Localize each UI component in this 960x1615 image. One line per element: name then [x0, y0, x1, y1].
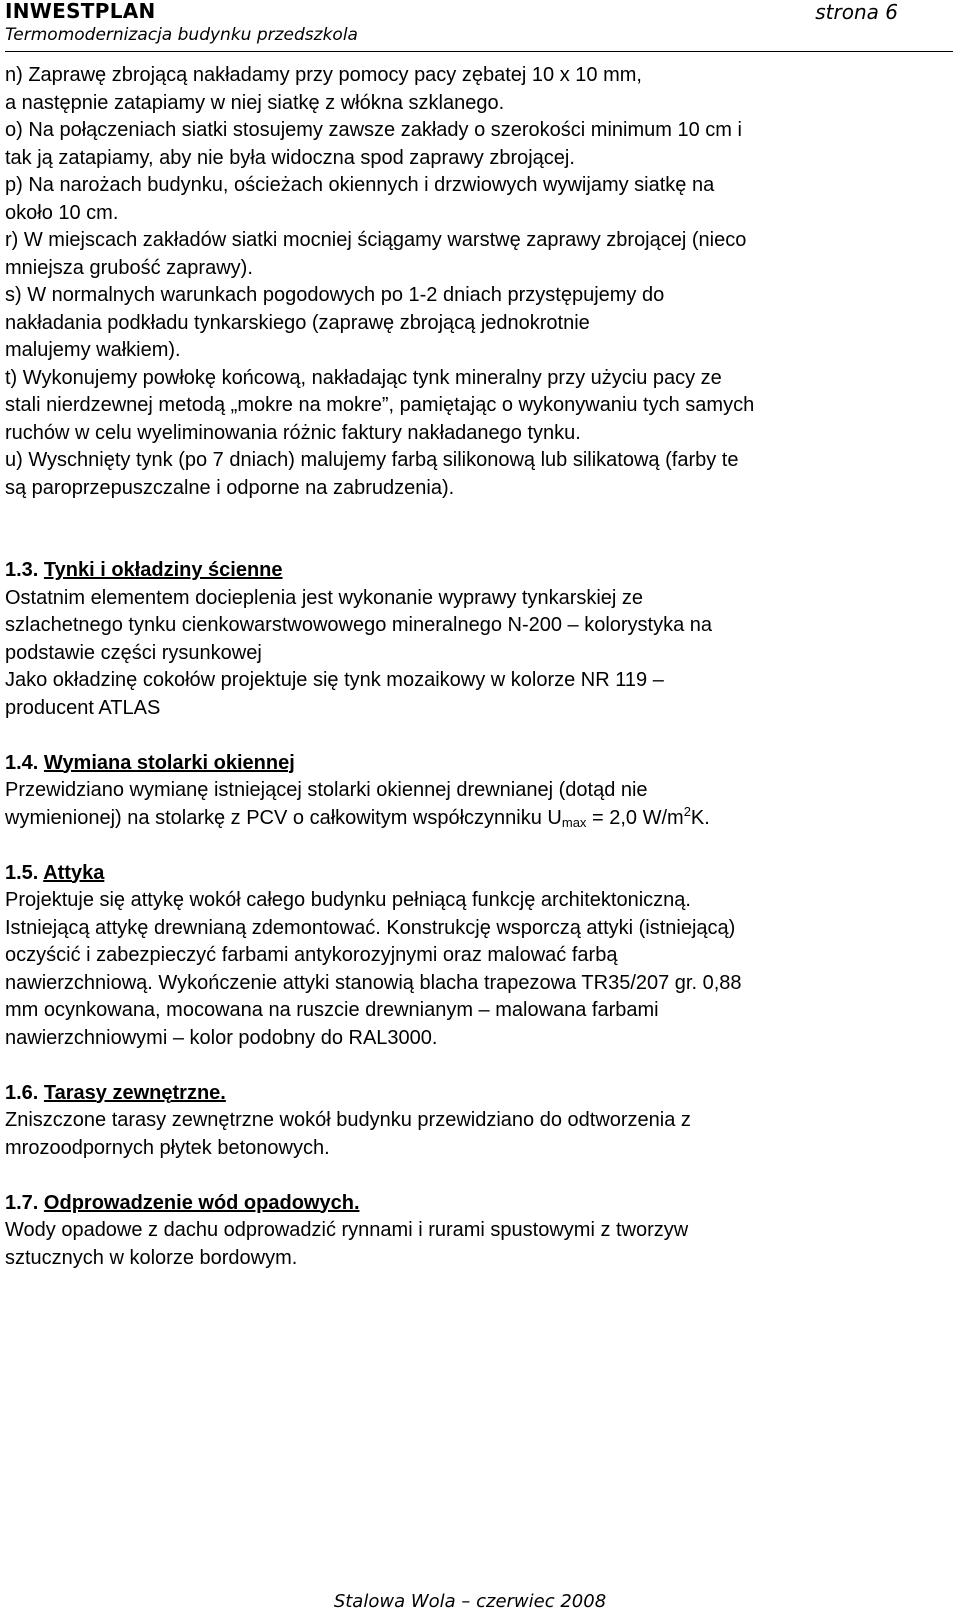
section-heading-1-6: [5, 1080, 955, 1108]
list-item-s-line-3: malujemy wałkiem).: [5, 339, 181, 361]
section-1-7-line-2: sztucznych w kolorze bordowym.: [5, 1246, 298, 1269]
list-item-r-line-1: r) W miejscach zakładów siatki mocniej ściągamy warstwę zaprawy zbrojącej (nieco: [5, 229, 747, 251]
list-item-s-line-2: nakładania podkładu tynkarskiego (zaprawę zbrojącą jednokrotnie: [5, 311, 590, 334]
section-1-5-line-2: Istniejącą attykę drewnianą zdemontować. Konstrukcję wsporczą attyki (istniejącą): [5, 916, 736, 939]
spacer: [5, 722, 955, 750]
list-item-n-line-2: a następnie zatapiamy w niej siatkę z włókna szklanego.: [5, 91, 505, 114]
list-item-o-line-2: tak ją zatapiamy, aby nie była widoczna spod zaprawy zbrojącej.: [5, 146, 575, 169]
section-1-6-line-1: Zniszczone tarasy zewnętrzne wokół budynku przewidziano do odtworzenia z: [5, 1109, 691, 1131]
u-value-text: wymienionej) na stolarkę z PCV o całkowitym współczynniku U: [5, 806, 562, 829]
spacer: [5, 1162, 955, 1190]
section-1-7-line-1: Wody opadowe z dachu odprowadzić rynnami i rurami spustowymi z tworzyw: [5, 1219, 689, 1241]
section-1-5-line-3: oczyścić i zabezpieczyć farbami antykorozyjnymi oraz malować farbą: [5, 944, 618, 966]
superscript-2: 2: [683, 803, 691, 819]
list-item-n-line-1: n) Zaprawę zbrojącą nakładamy przy pomocy pacy zębatej 10 x 10 mm,: [5, 64, 642, 86]
subscript-max: max: [561, 814, 587, 830]
document-body: [5, 62, 955, 1272]
section-1-5-line-4: nawierzchniową. Wykończenie attyki stanowią blacha trapezowa TR35/207 gr. 0,88: [5, 971, 742, 994]
spacer: [5, 502, 955, 530]
page-number: strona 6: [815, 0, 898, 24]
header-subtitle: Termomodernizacja budynku przedszkola: [5, 25, 358, 45]
header-company: INWESTPLAN: [5, 0, 156, 23]
section-number: 1.7.: [5, 1191, 39, 1214]
list-item-t-line-3: ruchów w celu wyeliminowania różnic faktury nakładanego tynku.: [5, 421, 581, 444]
section-heading-1-4: [5, 750, 955, 778]
section-number: 1.3.: [5, 559, 39, 581]
section-title: Wymiana stolarki okiennej: [43, 751, 295, 774]
spacer: [5, 1052, 955, 1080]
list-item-u-line-2: są paroprzepuszczalne i odporne na zabrudzenia).: [5, 476, 455, 499]
section-1-6-line-2: mrozoodpornych płytek betonowych.: [5, 1136, 330, 1159]
section-1-3-line-4: Jako okładzinę cokołów projektuje się tynk mozaikowy w kolorze NR 119 –: [5, 669, 664, 691]
section-title: Attyka: [43, 861, 105, 884]
section-title: Tynki i okładziny ścienne: [43, 559, 283, 581]
section-1-3-line-1: Ostatnim elementem docieplenia jest wykonanie wyprawy tynkarskiej ze: [5, 586, 644, 609]
section-1-3-line-5: producent ATLAS: [5, 696, 161, 719]
spacer: [5, 530, 955, 558]
list-item-r-line-2: mniejsza grubość zaprawy).: [5, 256, 253, 279]
list-item-t-line-1: t) Wykonujemy powłokę końcową, nakładając tynk mineralny przy użyciu pacy ze: [5, 366, 722, 389]
section-title: Odprowadzenie wód opadowych.: [43, 1191, 360, 1214]
list-item-p-line-2: około 10 cm.: [5, 201, 119, 224]
header-divider: [5, 51, 953, 52]
section-1-4-line-1: Przewidziano wymianę istniejącej stolarki okiennej drewnianej (dotąd nie: [5, 779, 648, 801]
section-heading-1-5: [5, 860, 955, 888]
list-item-s-line-1: s) W normalnych warunkach pogodowych po 1-2 dniach przystępujemy do: [5, 284, 665, 306]
section-number: 1.6.: [5, 1081, 39, 1104]
list-item-t-line-2: stali nierdzewnej metodą „mokre na mokre”, pamiętając o wykonywaniu tych samych: [5, 394, 755, 416]
list-item-o-line-1: o) Na połączeniach siatki stosujemy zawsze zakłady o szerokości minimum 10 cm i: [5, 119, 742, 141]
page-footer: Stalowa Wola – czerwiec 2008: [333, 1591, 607, 1612]
section-number: 1.5.: [5, 861, 39, 884]
section-title: Tarasy zewnętrzne.: [43, 1081, 226, 1104]
section-1-5-line-1: Projektuje się attykę wokół całego budynku pełniącą funkcję architektoniczną.: [5, 889, 691, 911]
list-item-p-line-1: p) Na narożach budynku, ościeżach okiennych i drzwiowych wywijamy siatkę na: [5, 174, 715, 196]
u-value-number: = 2,0 W/m: [586, 806, 684, 829]
spacer: [5, 832, 955, 860]
section-1-4-line-2: [5, 805, 955, 833]
section-heading-1-3: [5, 557, 955, 585]
section-1-3-line-3: podstawie części rysunkowej: [5, 641, 262, 664]
list-item-u-line-1: u) Wyschnięty tynk (po 7 dniach) malujemy farbą silikonową lub silikatową (farby te: [5, 449, 739, 471]
section-1-5-line-5: mm ocynkowana, mocowana na ruszcie drewnianym – malowana farbami: [5, 999, 659, 1021]
u-value-unit: K.: [690, 806, 710, 829]
section-1-3-line-2: szlachetnego tynku cienkowarstwowowego mineralnego N-200 – kolorystyka na: [5, 614, 713, 636]
section-1-5-line-6: nawierzchniowymi – kolor podobny do RAL3000.: [5, 1026, 438, 1049]
section-number: 1.4.: [5, 751, 39, 774]
section-heading-1-7: [5, 1190, 955, 1218]
